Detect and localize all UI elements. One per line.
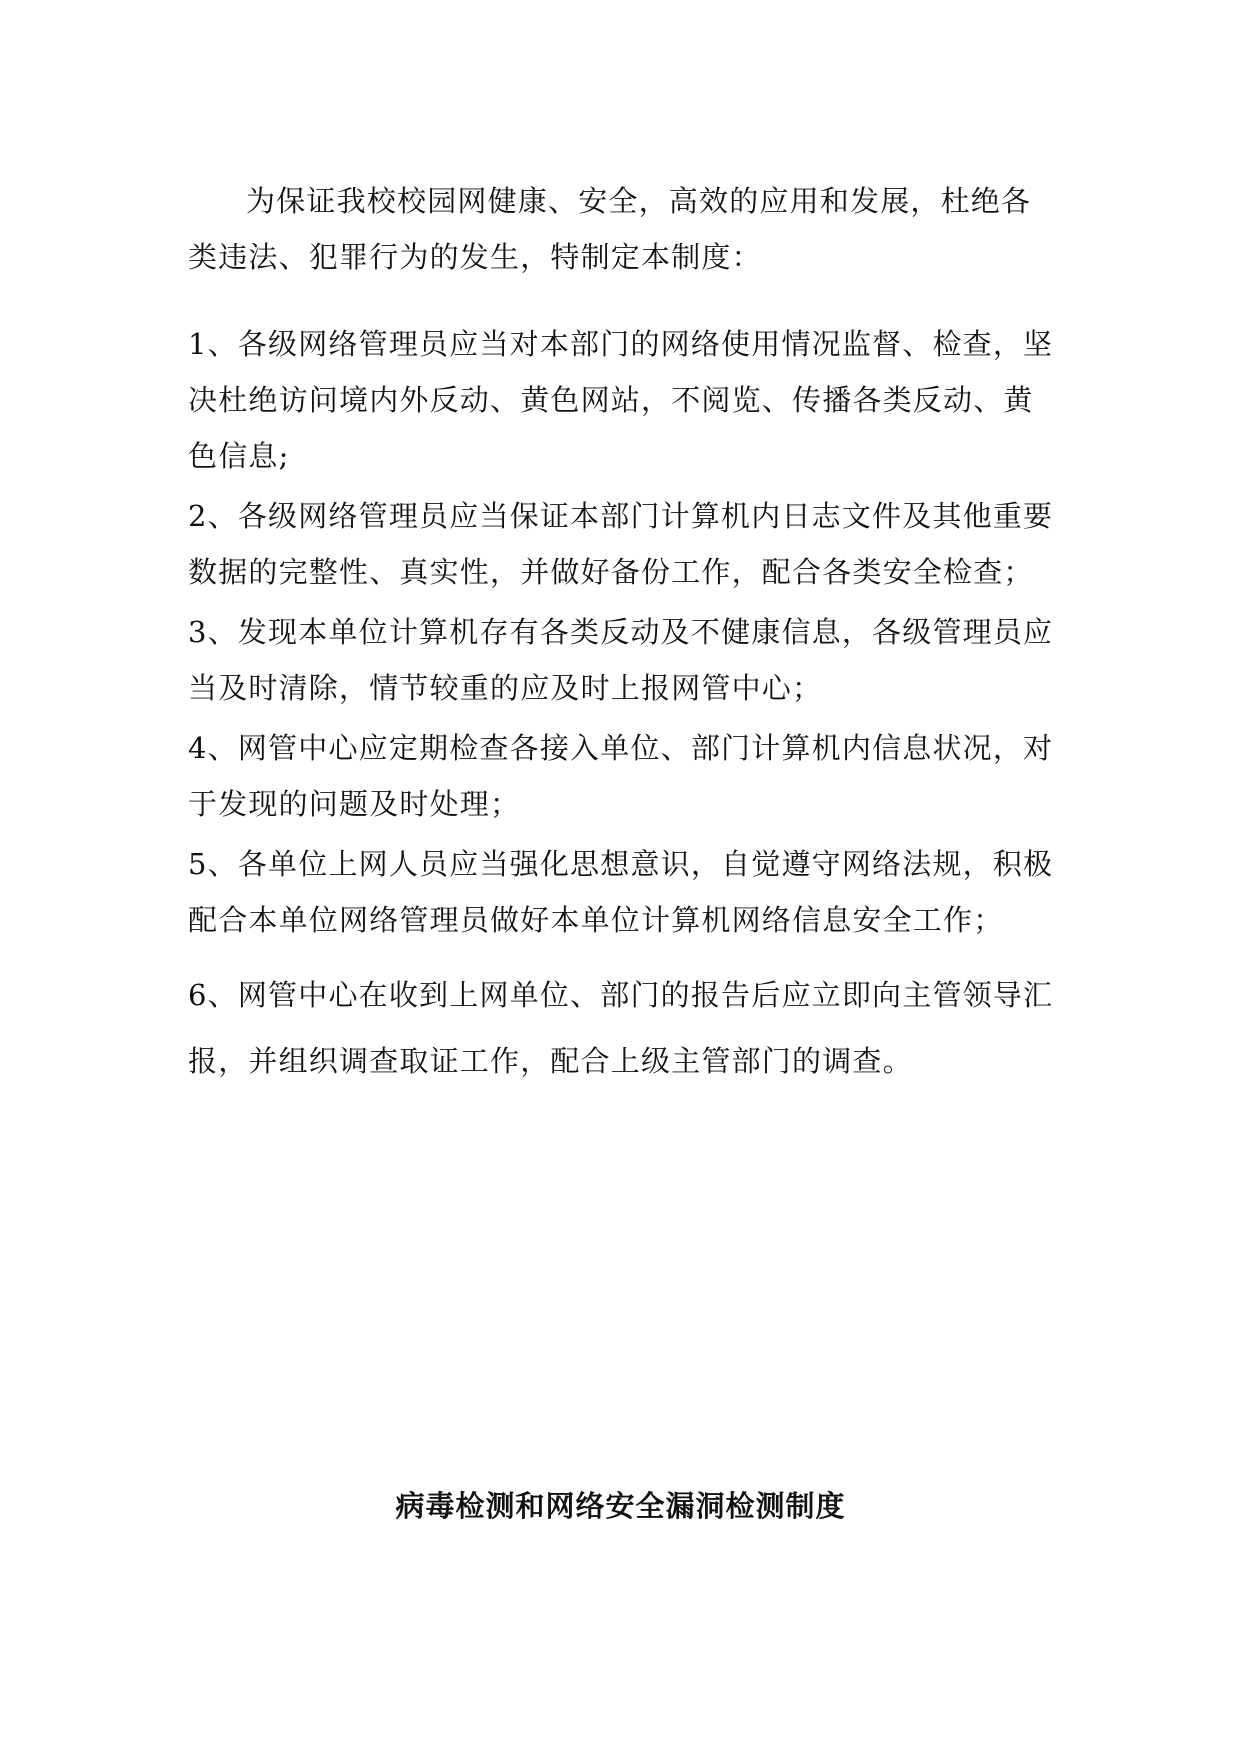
rule-item: 6、网管中心在收到上网单位、部门的报告后应立即向主管领导汇报，并组织调查取证工作，配合上级主管部门的调查。 xyxy=(188,978,1054,1078)
rules-list xyxy=(188,316,1056,1098)
section-heading: 病毒检测和网络安全漏洞检测制度 xyxy=(395,1489,846,1524)
rule-item: 4、网管中心应定期检查各接入单位、部门计算机内信息状况，对于发现的问题及时处理； xyxy=(188,731,1054,821)
rule-item: 1、各级网络管理员应当对本部门的网络使用情况监督、检查，坚决杜绝访问境内外反动、黄色网站，不阅览、传播各类反动、黄色信息; xyxy=(188,327,1054,473)
rule-item: 3、发现本单位计算机存有各类反动及不健康信息，各级管理员应当及时清除，情节较重的应及时上报网管中心； xyxy=(188,615,1054,705)
rule-item: 2、各级网络管理员应当保证本部门计算机内日志文件及其他重要数据的完整性、真实性，并做好备份工作，配合各类安全检查； xyxy=(188,499,1054,589)
rule-item: 5、各单位上网人员应当强化思想意识，自觉遵守网络法规，积极配合本单位网络管理员做好本单位计算机网络信息安全工作； xyxy=(188,847,1054,937)
intro-paragraph: 为保证我校校园网健康、安全，高效的应用和发展，杜绝各类违法、犯罪行为的发生，特制定本制度： xyxy=(188,184,1032,274)
